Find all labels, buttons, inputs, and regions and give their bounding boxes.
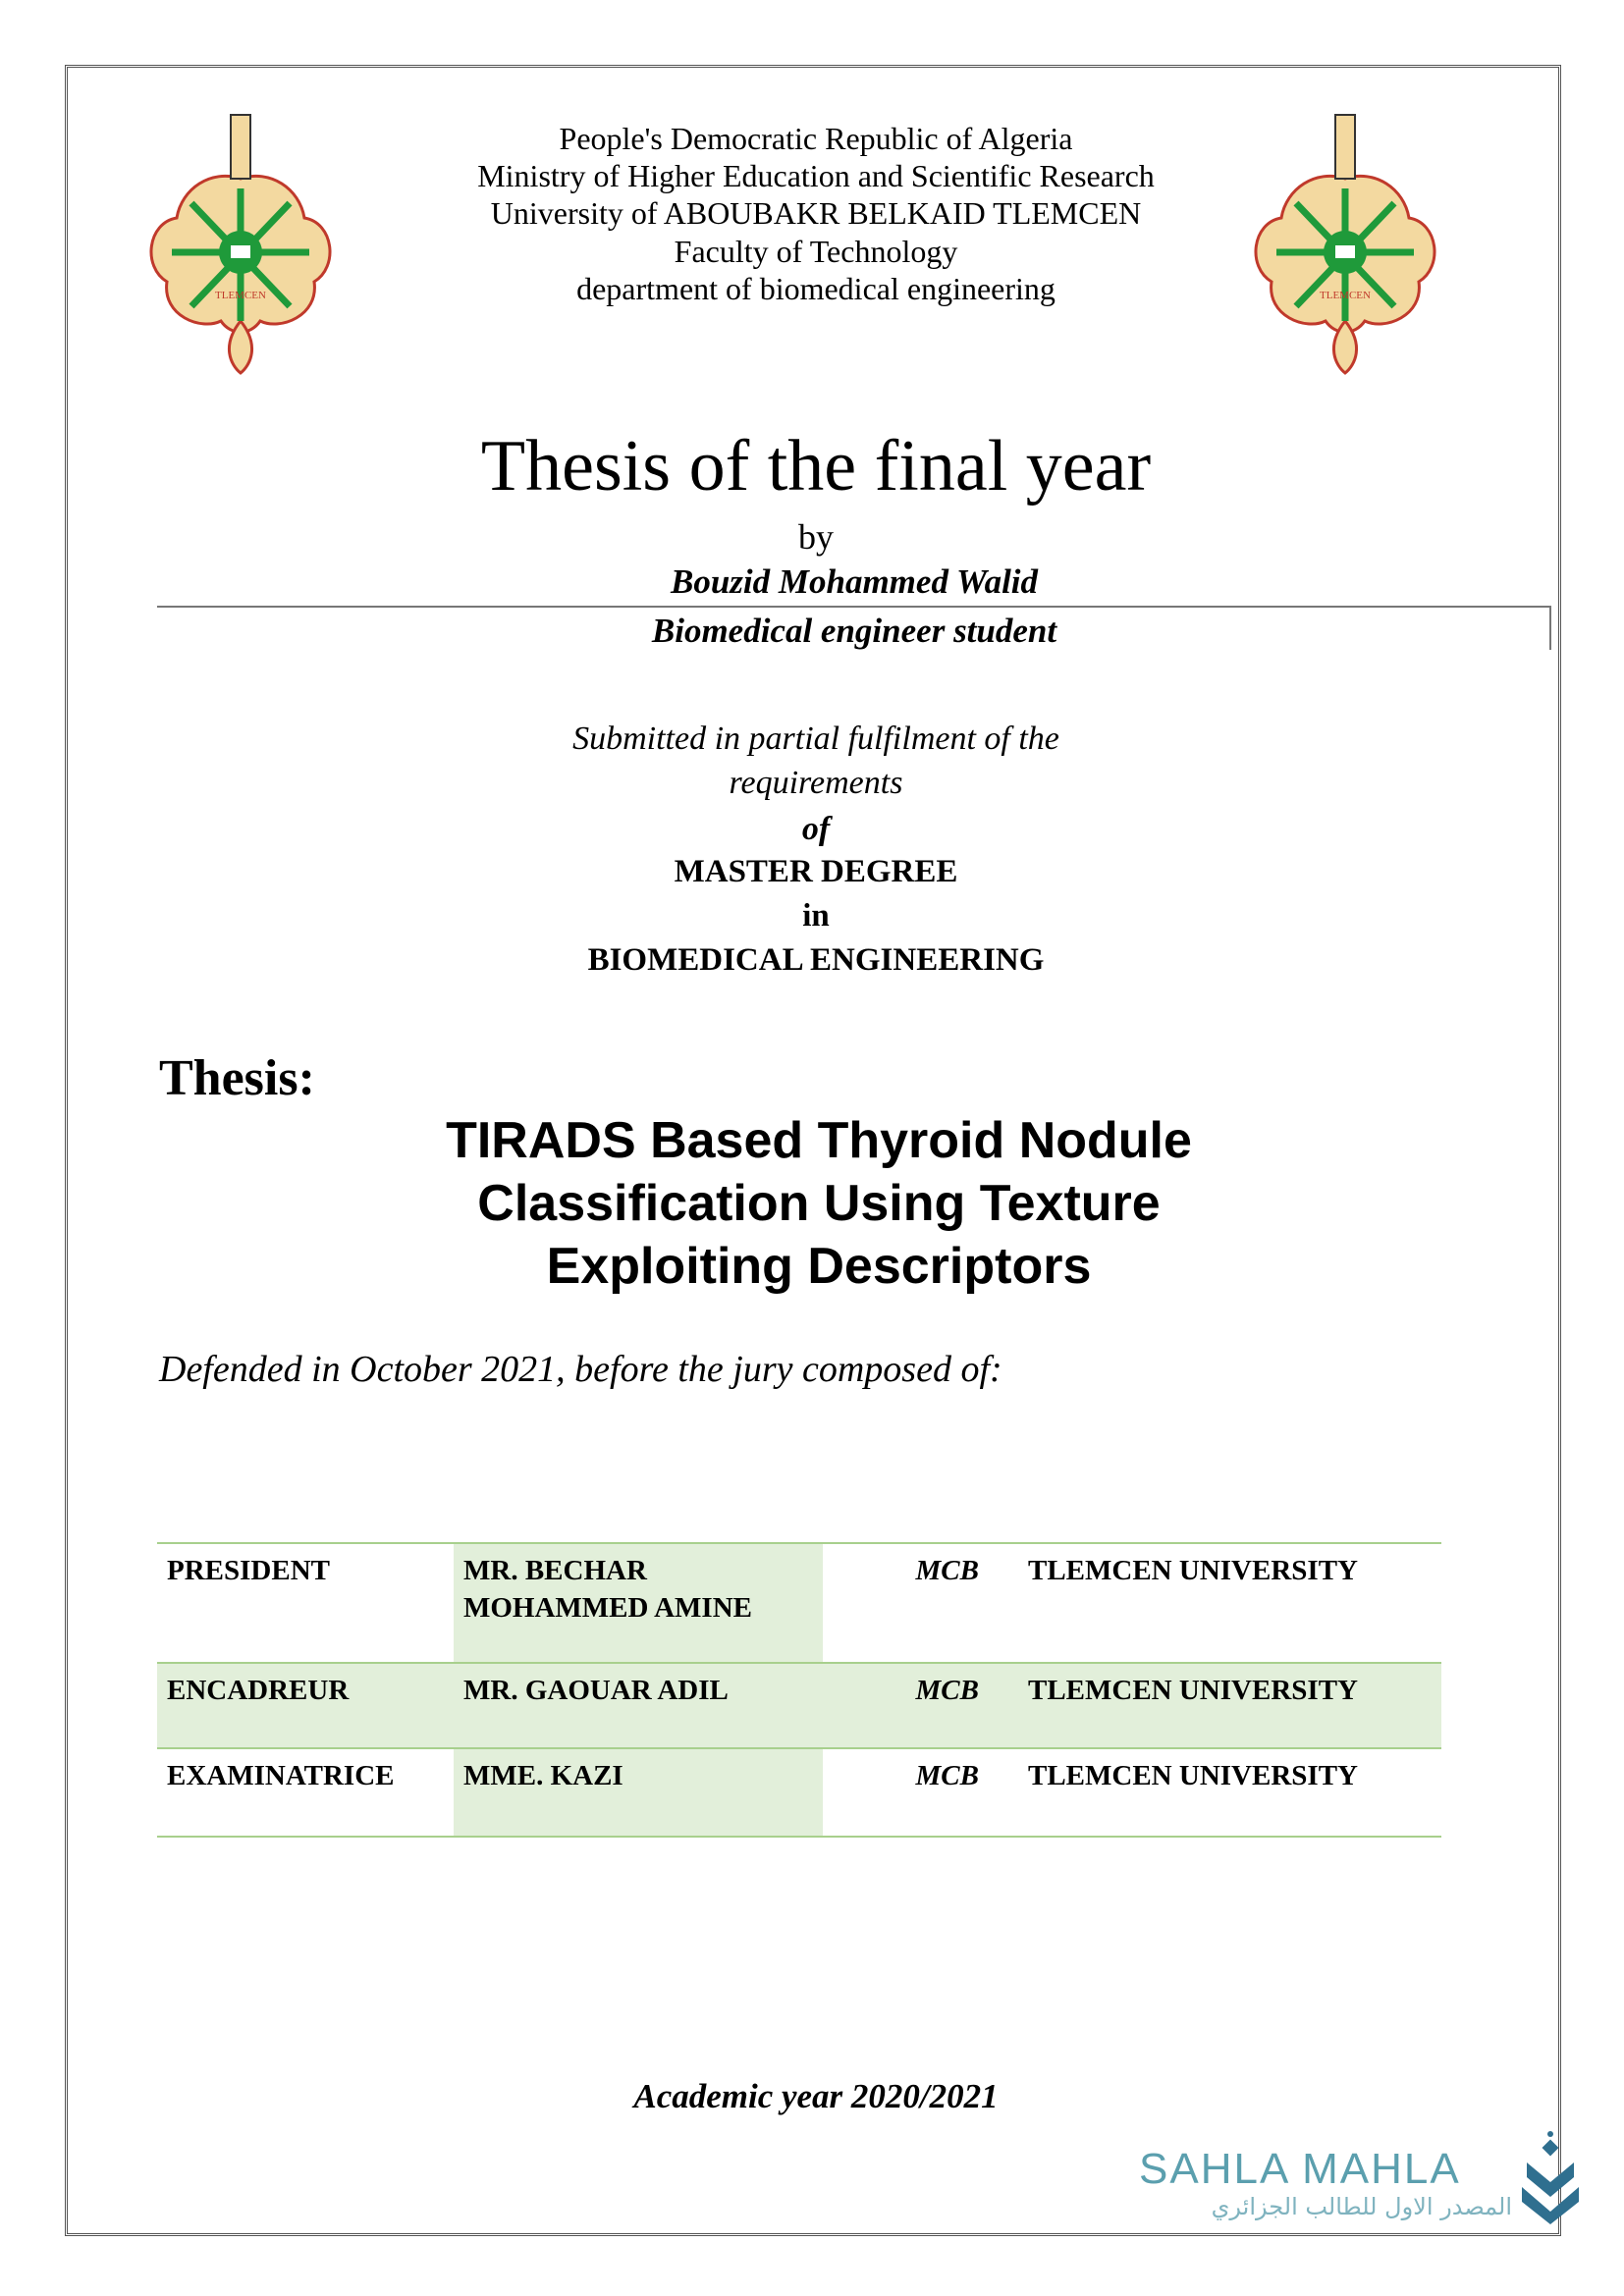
jury-grade: MCB [915,1555,979,1586]
university-logo-left [142,110,339,375]
jury-role: ENCADREUR [167,1675,350,1706]
submission-in: in [802,898,830,934]
jury-grade: MCB [915,1675,979,1706]
header-department: department of biomedical engineering [576,271,1056,306]
academic-year: Academic year 2020/2021 [633,2077,999,2115]
jury-role: PRESIDENT [167,1555,330,1586]
thesis-label: Thesis: [159,1050,315,1106]
jury-grade: MCB [915,1760,979,1791]
author-name: Bouzid Mohammed Walid [670,562,1039,601]
logo-text: TLEMCEN [215,290,266,301]
thesis-title-line-3: Exploiting Descriptors [546,1238,1092,1295]
submission-of: of [801,811,831,847]
defended-statement: Defended in October 2021, before the jury composed of: [159,1349,1002,1390]
table-row [157,1748,1441,1837]
field: BIOMEDICAL ENGINEERING [587,942,1045,978]
table-row [157,1543,1441,1663]
divider-tick [1549,606,1551,650]
submission-line-1: Submitted in partial fulfilment of the [572,721,1059,757]
thesis-title-line-2: Classification Using Texture [477,1175,1161,1232]
by-label: by [798,517,834,557]
header-faculty: Faculty of Technology [674,234,958,269]
watermark-emblem-icon [1517,2128,1581,2226]
author-role: Biomedical engineer student [651,612,1057,650]
header-ministry: Ministry of Higher Education and Scientific Research [477,158,1155,193]
document-title: Thesis of the final year [480,426,1152,507]
thesis-title-line-1: TIRADS Based Thyroid Nodule [446,1112,1192,1169]
jury-institution: TLEMCEN UNIVERSITY [1028,1555,1358,1586]
watermark-name: SAHLA MAHLA [1139,2145,1461,2193]
header-country: People's Democratic Republic of Algeria [559,121,1073,156]
table-row [157,1663,1441,1748]
degree: MASTER DEGREE [674,854,958,889]
jury-institution: TLEMCEN UNIVERSITY [1028,1760,1358,1791]
jury-role: EXAMINATRICE [167,1760,395,1791]
submission-line-2: requirements [729,765,903,801]
jury-institution: TLEMCEN UNIVERSITY [1028,1675,1358,1706]
jury-table [157,1542,1441,1838]
logo-text: TLEMCEN [1320,290,1371,301]
jury-name: MR. BECHAR MOHAMMED AMINE [454,1543,823,1663]
sahla-mahla-watermark [1139,2128,1581,2226]
divider-line [157,606,1551,608]
header-university: University of ABOUBAKR BELKAID TLEMCEN [490,195,1142,231]
jury-name: MR. GAOUAR ADIL [463,1675,729,1706]
jury-name: MME. KAZI [454,1748,823,1837]
watermark-tagline: المصدر الاول للطالب الجزائري [1211,2193,1512,2220]
